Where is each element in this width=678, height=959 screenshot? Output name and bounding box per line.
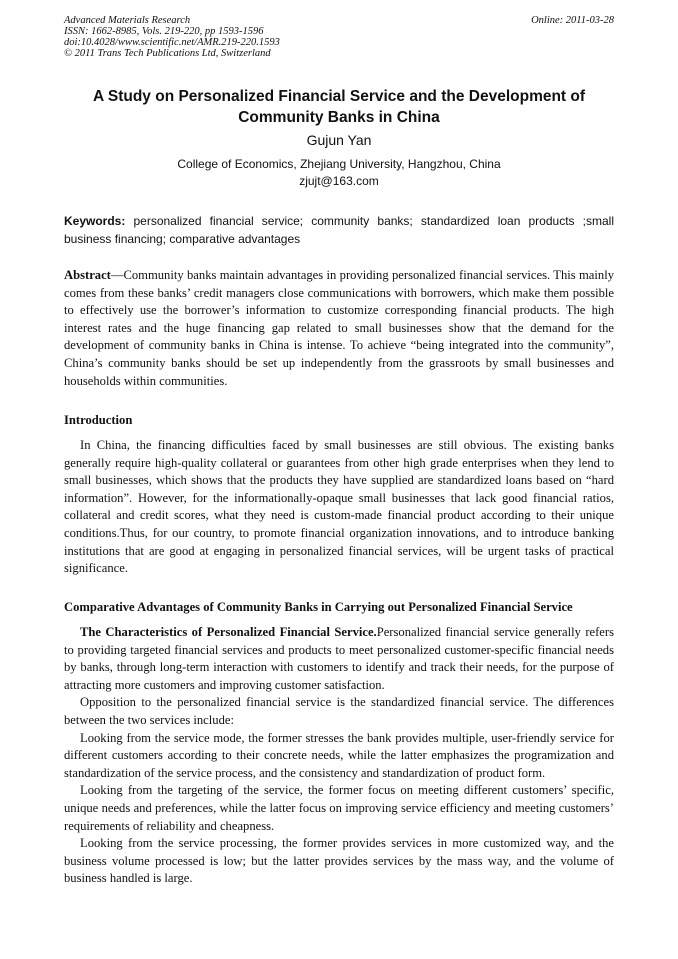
- abstract-section: [64, 267, 614, 390]
- copyright-line: © 2011 Trans Tech Publications Ltd, Switzerland: [64, 48, 271, 59]
- keywords-text: personalized financial service; community banks; standardized loan products ;small business financing; comparative advantages: [64, 214, 614, 246]
- section2-paragraph-4: Looking from the targeting of the service, the former focus on meeting different customers’ specific, unique needs and preferences, while the latter focus on improving service efficiency and meeting customers’ requirements of reliability and cheapness.: [64, 783, 614, 833]
- keywords-section: [64, 212, 614, 248]
- section2-paragraph-5: Looking from the service processing, the former provides services in more customized way, and the business volume processed is low; but the latter provides services by the mass way, and the volume of business handled is large.: [64, 836, 614, 886]
- online-date: Online: 2011-03-28: [531, 15, 614, 26]
- author-email: zjujt@163.com: [299, 174, 379, 188]
- section2-paragraph-1: Personalized financial service generally refers to providing targeted financial services and products to meet personalized customer-specific financial needs by banks, through long-term interaction with customers to identify and track their needs, for the purpose of attracting more customers and improving customer satisfaction.: [64, 625, 614, 692]
- keywords-label: Keywords: [64, 214, 122, 228]
- author-name: Gujun Yan: [306, 132, 372, 148]
- affiliation-block: [64, 156, 614, 190]
- section2-paragraph-3: Looking from the service mode, the former stresses the bank provides multiple, user-friendly service for different customers according to their concrete needs, while the latter emphasizes the programization and standardization of the service process, and the consistency and standardization of product form.: [64, 730, 614, 780]
- section2-body: [64, 624, 614, 888]
- section2-heading: Comparative Advantages of Community Banks in Carrying out Personalized Financial Service: [64, 600, 573, 614]
- paper-title: A Study on Personalized Financial Service and the Development of Community Banks in China: [92, 88, 586, 126]
- introduction-section: [64, 437, 614, 578]
- abstract-text: —Community banks maintain advantages in providing personalized financial services. This mainly comes from these banks’ credit managers close communications with borrowers, which make them possible to effectively use the borrower’s information to customize corresponding financial products. The high interest rates and the huge financing gap related to small businesses show that the demand for the development of community banks in China is intense. To achieve “being integrated into the community”, China’s community banks should be set up independently from the grassroots by small businesses and households within communities.: [64, 268, 614, 388]
- abstract-label: Abstract: [64, 268, 111, 282]
- issn-line: ISSN: 1662-8985, Vols. 219-220, pp 1593-1596: [64, 26, 264, 37]
- journal-meta: [64, 15, 280, 59]
- section2-paragraph-2: Opposition to the personalized financial service is the standardized financial service. The differences between the two services include:: [64, 695, 614, 727]
- journal-name: Advanced Materials Research: [64, 15, 191, 26]
- doi-line: doi:10.4028/www.scientific.net/AMR.219-220.1593: [64, 37, 280, 48]
- affiliation: College of Economics, Zhejiang University, Hangzhou, China: [177, 157, 501, 171]
- keywords-separator: :: [121, 214, 126, 228]
- section2-subheading: The Characteristics of Personalized Financial Service.: [80, 625, 377, 639]
- introduction-heading: Introduction: [64, 413, 133, 427]
- introduction-paragraph: In China, the financing difficulties faced by small businesses are still obvious. The existing banks generally require high-quality collateral or guarantees from other high grade enterprises when they lend to small businesses, which shows that the products they have supplied are standardized loans based on “hard information”. However, for the informationally-opaque small businesses that lack good financial ratios, collateral and credit scores, what they need is custom-made financial product according to their unique conditions.Thus, for our country, to promote financial organization innovations, and to introduce banking institutions that are good at engaging in personalized financial services, will be urgent tasks of practical significance.: [64, 438, 614, 576]
